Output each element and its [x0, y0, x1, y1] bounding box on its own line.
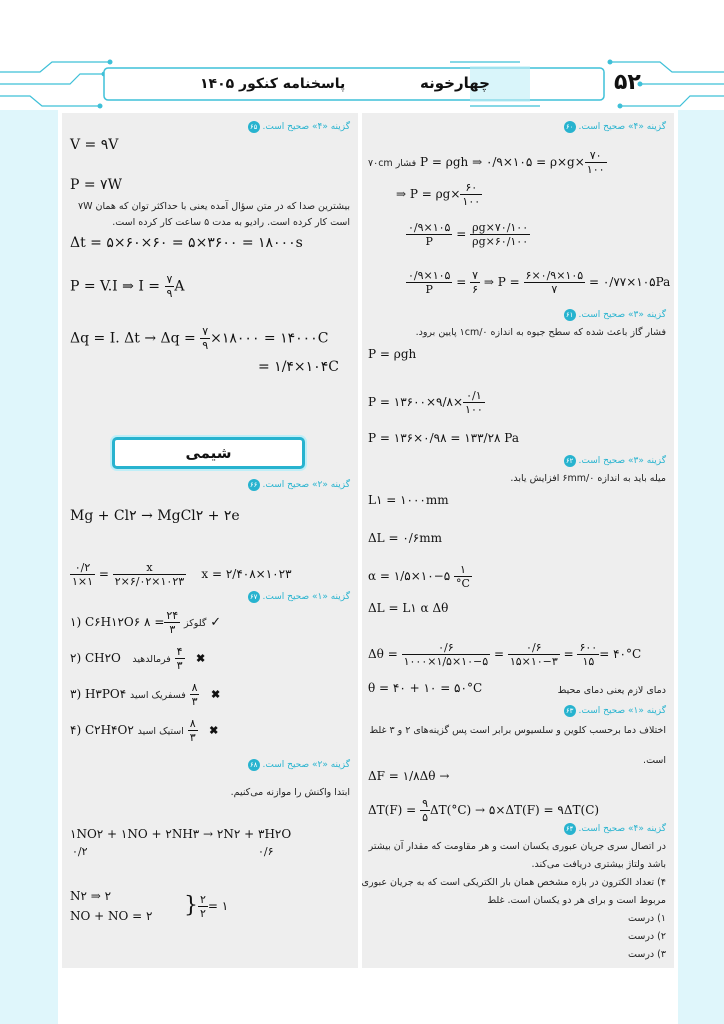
text-61-1: فشار گاز باعث شده که سطح جیوه به اندازه ۱cm/۰ پایین برود. — [415, 327, 666, 338]
eq-n2: N۲ ⇒ ۲ — [70, 889, 112, 903]
answer-label-64: گزینه «۴» صحیح است. ۶۴ — [561, 823, 666, 835]
eq-62-5: Δθ = $\frac{۰/۶}{۱۰۰۰\times ۱/۵\times ۱۰-۵}$ = $\frac{۰/۶}{۱۵\times ۱۰-۳}$ = $\frac{۶۰۰}{۱۵}$ = ۴۰°C — [368, 641, 642, 668]
text-65-1: بیشترین صدا که در متن سؤال آمده یعنی با حداکثر توان که همان ۷W — [78, 201, 350, 212]
eq-61-3: P = ۱۳۶×۰/۹۸ = ۱۳۳/۲۸ Pa — [368, 431, 519, 445]
page-title: پاسخنامه کنکور ۱۴۰۵ — [200, 76, 346, 92]
eq-62-2: ΔL = ۰/۶mm — [368, 531, 443, 545]
page-number: ۵۲ — [614, 70, 641, 95]
stoich-1: ۰/۲ — [72, 845, 88, 858]
eq-voltage: V = ۹V — [70, 137, 119, 153]
eq-current: P = V.I ⇒ I = $\frac{۷}{۹}$ A — [70, 273, 185, 300]
cross-icon: ✖ — [210, 688, 221, 701]
eq-61-1: P = ρgh — [368, 347, 417, 361]
check-icon: ✓ — [210, 615, 222, 630]
answer-label-61: گزینه «۳» صحیح است. ۶۱ — [561, 309, 666, 321]
eq-reaction-no: ۱NO۲ + ۱NO + ۲NH۳ → ۲N۲ + ۳H۲O — [70, 827, 292, 841]
text-63-1: اختلاف دما برحسب کلوین و سلسیوس برابر است پس گزینه‌های ۲ و ۳ غلط — [369, 725, 666, 736]
eq-power: P = ۷W — [70, 177, 122, 193]
eq-60-3: $\frac{۰/۹\times ۱۰۵}{P}$ = $\frac{\rho g\times ۷۰/۱۰۰}{\rho g\times ۶۰/۱۰۰}$ — [408, 221, 529, 248]
eq-62-4: ΔL = L۱ α Δθ — [368, 601, 449, 615]
option-row-4: ۴) C۲H۴O۲ استیک اسید $\frac{۸}{۳}$ ✖ — [70, 717, 219, 744]
text-63-2: است. — [643, 755, 666, 766]
answer-label-67: گزینه «۱» صحیح است. ۶۷ — [245, 591, 350, 603]
eq-no: NO + NO = ۲ — [70, 909, 153, 923]
eq-charge: Δq = I. Δt → Δq = $\frac{۷}{۹}$ ×۱۸۰۰۰ = ۱۴۰۰۰C — [70, 325, 329, 352]
eq-60-2: ⇒ P = ρg× $\frac{۶۰}{۱۰۰}$ — [396, 181, 481, 208]
cross-icon: ✖ — [209, 724, 219, 737]
eq-ratio-66: $\frac{۰/۲}{۱\times ۱}$ = $\frac{x}{۲\times ۶/۰۲\times ۱۰۲۳}$ x = ۲/۴۰۸×۱۰۲۳ — [72, 561, 292, 588]
eq-62-1: L۱ = ۱۰۰۰mm — [368, 493, 449, 507]
answer-label-60: گزینه «۴» صحیح است. ۶۰ — [561, 121, 666, 133]
list-item-1: ۱) درست — [628, 913, 666, 924]
brand-logo-text: چهارخونه — [420, 74, 490, 92]
text-62-1: میله باید به اندازه ۶mm/۰ افزایش یابد. — [510, 473, 666, 484]
eq-62-6: θ = ۴۰ + ۱۰ = ۵۰°C — [368, 681, 483, 695]
eq-60-4: $\frac{۰/۹\times ۱۰۵}{P}$ = $\frac{۷}{۶}$ ⇒ P = $\frac{۶\times ۰/۹\times ۱۰۵}{۷}$ = ۰/۷۷×۱۰۵Pa — [408, 269, 671, 296]
eq-charge-result: = ۱/۴×۱۰۴C — [258, 359, 339, 375]
list-item-3: ۳) درست — [628, 949, 666, 960]
eq-61-2: P = ۱۳۶۰۰×۹/۸× $\frac{۰/۱}{۱۰۰}$ — [368, 389, 483, 416]
left-margin-band — [0, 110, 58, 1024]
option-row-2: ۲) CH۲O فرمالدهید $\frac{۴}{۳}$ ✖ — [70, 645, 206, 672]
text-64-3: ۴) تعداد الکترون در بازه مشخص همان بار الکتریکی است که به جریان عبوری — [361, 877, 666, 888]
answer-label-66: گزینه «۲» صحیح است. ۶۶ — [245, 479, 350, 491]
eq-62-3: α = ۱/۵×۱۰−۵ $\frac{۱}{^\circ C}$ — [368, 563, 470, 590]
list-item-2: ۲) درست — [628, 931, 666, 942]
text-64-2: باشد ولتاژ بیشتری دریافت می‌کند. — [531, 859, 666, 870]
option-row-3: ۳) H۳PO۴ فسفریک اسید $\frac{۸}{۳}$ ✖ — [70, 681, 221, 708]
answer-label-63: گزینه «۱» صحیح است. ۶۳ — [561, 705, 666, 717]
text-64-1: در اتصال سری جریان عبوری یکسان است و هر مقاومت که مقدار آن بیشتر — [368, 841, 666, 852]
eq-60-1: ۷۰cm فشار P = ρgh ⇒ ۰/۹×۱۰۵ = ρ×g× $\frac{۷۰}{۱۰۰}$ — [368, 149, 605, 176]
text-62-2: دمای لازم یعنی دمای محیط — [557, 685, 666, 696]
left-column — [62, 113, 358, 968]
answer-label-65: گزینه «۴» صحیح است. ۶۵ — [245, 121, 350, 133]
answer-label-68: گزینه «۲» صحیح است. ۶۸ — [245, 759, 350, 771]
option-row-1: ۱) C۶H۱۲O۶ گلوکز $\frac{۲۴}{۳}$ = ۸ ✓ — [70, 609, 222, 636]
section-heading-chemistry: شیمی — [112, 437, 305, 469]
answer-label-62: گزینه «۳» صحیح است. ۶۲ — [561, 455, 666, 467]
right-margin-band — [678, 110, 724, 1024]
cross-icon: ✖ — [196, 652, 206, 665]
right-column — [362, 113, 674, 968]
eq-63-1: ΔF = ۱/۸Δθ → — [368, 769, 450, 783]
text-68-1: ابتدا واکنش را موازنه می‌کنیم. — [230, 787, 350, 798]
eq-ratio-68: $\frac{۲}{۲}$ = ۱ — [200, 893, 229, 920]
brace: } — [184, 893, 198, 918]
eq-time: Δt = ۵×۶۰×۶۰ = ۵×۳۶۰۰ = ۱۸۰۰۰s — [70, 235, 303, 251]
text-64-4: مربوط است و برای هر دو یکسان است. غلط — [487, 895, 666, 906]
eq-63-2: ΔT(F) = $\frac{۹}{۵}$ ΔT(°C) → ۵×ΔT(F) = ۹ΔT(C) — [368, 797, 600, 824]
text-65-2: است کار کرده است. رادیو به مدت ۵ ساعت کار کرده است. — [112, 217, 350, 228]
eq-reaction-mg: Mg + Cl۲ → MgCl۲ + ۲e — [70, 508, 240, 524]
stoich-2: ۰/۶ — [258, 845, 274, 858]
